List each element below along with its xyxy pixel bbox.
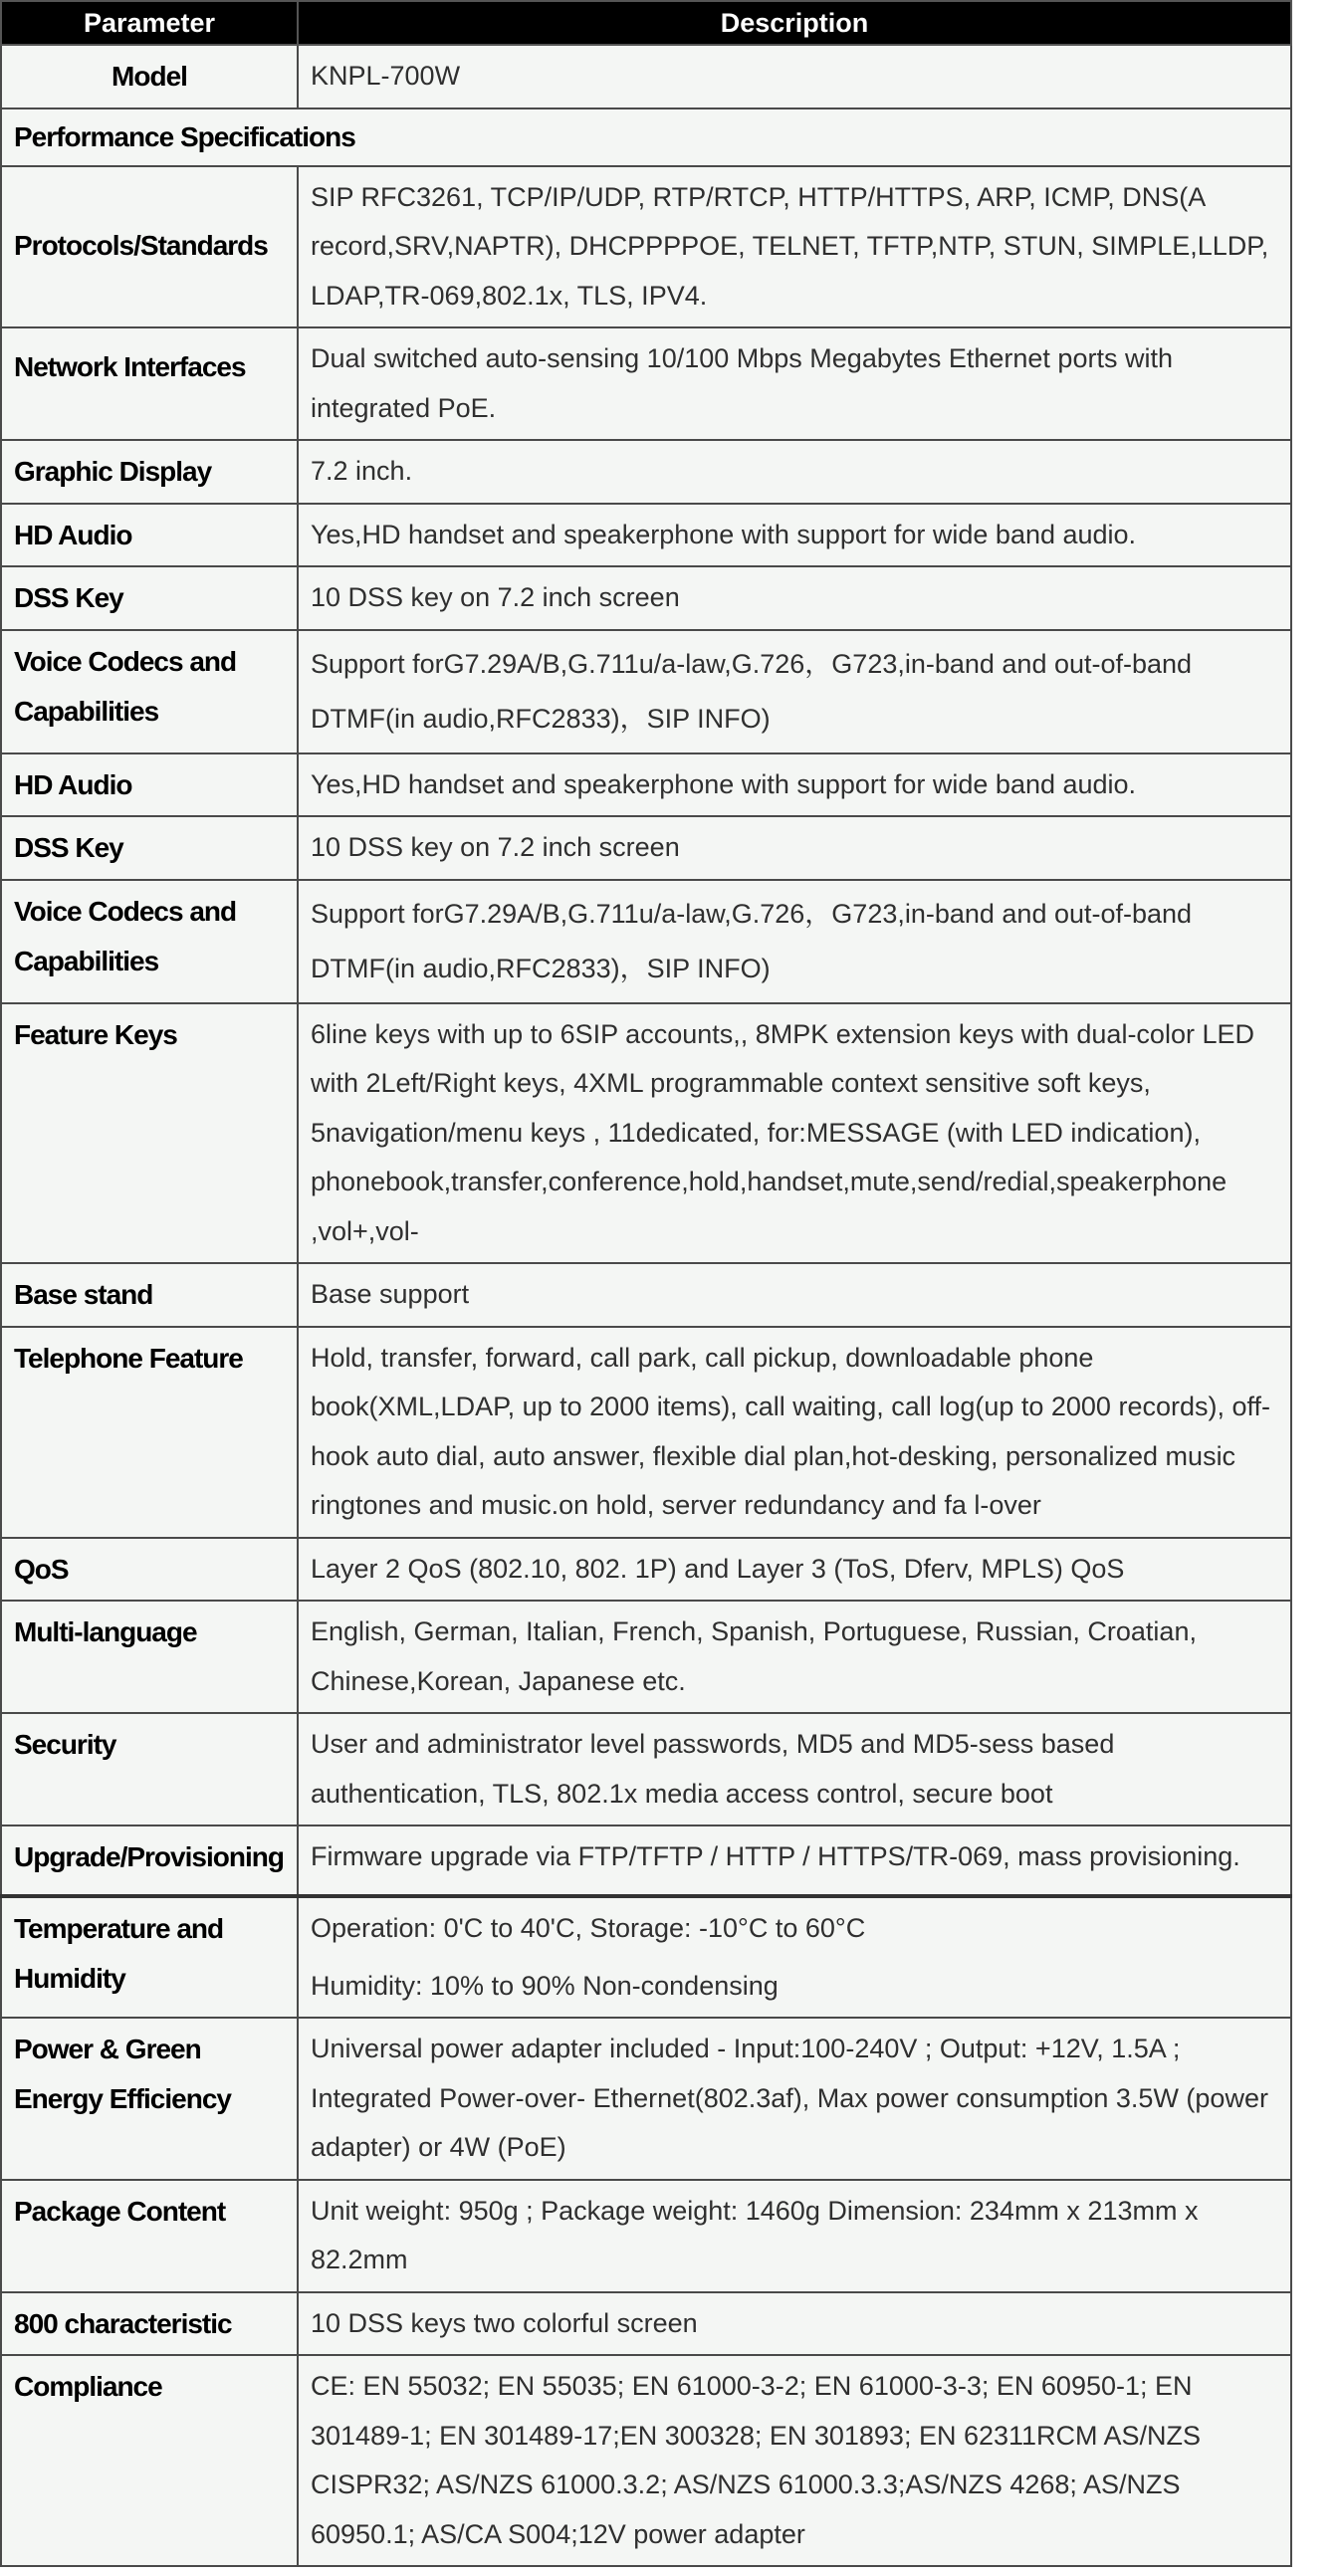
param-value: 7.2 inch.	[298, 440, 1291, 504]
param-label: Power & Green Energy Efficiency	[1, 2018, 298, 2180]
temperature-line: Operation: 0'C to 40'C, Storage: -10°C to 60°C	[311, 1913, 866, 1943]
param-label: Security	[1, 1713, 298, 1825]
param-value: 6line keys with up to 6SIP accounts,, 8MPK extension keys with dual-color LED with 2Left/Right keys, 4XML programmable context sensitive soft keys, 5navigation/menu keys , 11dedicated, for:MESSAGE (with LED indication), phonebook,transfer,conference,hold,handset,mute,send/redial,speakerphone ,vol+,vol-	[298, 1003, 1291, 1264]
param-label: Feature Keys	[1, 1003, 298, 1264]
header-row	[1, 1, 1291, 45]
table-row	[1, 630, 1291, 753]
table-row	[1, 880, 1291, 1003]
table-row	[1, 1263, 1291, 1327]
param-value: CE: EN 55032; EN 55035; EN 61000-3-2; EN 61000-3-3; EN 60950-1; EN 301489-1; EN 301489-17;EN 300328; EN 301893; EN 62311RCM AS/NZS CISPR32; AS/NZS 61000.3.2; AS/NZS 61000.3.3;AS/NZS 4268; AS/NZS 60950.1; AS/CA S004;12V power adapter	[298, 2355, 1291, 2566]
param-value: Layer 2 QoS (802.10, 802. 1P) and Layer 3 (ToS, Dferv, MPLS) QoS	[298, 1538, 1291, 1602]
param-label: HD Audio	[1, 753, 298, 817]
param-label: Voice Codecs and Capabilities	[1, 630, 298, 753]
table-row	[1, 2018, 1291, 2180]
table-row	[1, 166, 1291, 328]
param-value: Hold, transfer, forward, call park, call pickup, downloadable phone book(XML,LDAP, up to 2000 items), call waiting, call log(up to 2000 records), off-hook auto dial, auto answer, flexible dial plan,hot-desking, personalized music ringtones and music.on hold, server redundancy and fa l-over	[298, 1327, 1291, 1538]
param-value: English, German, Italian, French, Spanish, Portuguese, Russian, Croatian, Chinese,Korean, Japanese etc.	[298, 1601, 1291, 1713]
param-label: DSS Key	[1, 566, 298, 630]
table-row	[1, 816, 1291, 880]
table-row	[1, 1327, 1291, 1538]
param-label: Protocols/Standards	[1, 166, 298, 328]
param-label: DSS Key	[1, 816, 298, 880]
param-value: Base support	[298, 1263, 1291, 1327]
param-label: 800 characteristic	[1, 2292, 298, 2356]
table-row	[1, 1825, 1291, 1896]
table-row	[1, 1003, 1291, 1264]
table-row	[1, 2355, 1291, 2566]
param-label: Voice Codecs and Capabilities	[1, 880, 298, 1003]
param-label: QoS	[1, 1538, 298, 1602]
table-row	[1, 566, 1291, 630]
param-label: Model	[1, 45, 298, 108]
param-value: SIP RFC3261, TCP/IP/UDP, RTP/RTCP, HTTP/HTTPS, ARP, ICMP, DNS(A record,SRV,NAPTR), DHCPPPPOE, TELNET, TFTP,NTP, STUN, SIMPLE,LLDP, LDAP,TR-069,802.1x, TLS, IPV4.	[298, 166, 1291, 328]
param-label: Upgrade/Provisioning	[1, 1825, 298, 1896]
param-value: Dual switched auto-sensing 10/100 Mbps Megabytes Ethernet ports with integrated PoE.	[298, 327, 1291, 440]
table-row	[1, 504, 1291, 567]
param-value: Support forG7.29A/B,G.711u/a-law,G.726，G723,in-band and out-of-band DTMF(in audio,RFC2833)，SIP INFO)	[298, 880, 1291, 1003]
param-label: Compliance	[1, 2355, 298, 2566]
table-row	[1, 440, 1291, 504]
param-value: Yes,HD handset and speakerphone with support for wide band audio.	[298, 753, 1291, 817]
table-row	[1, 1601, 1291, 1713]
table-row	[1, 327, 1291, 440]
parameter-header: Parameter	[1, 1, 298, 45]
param-label: Package Content	[1, 2180, 298, 2292]
param-value: Universal power adapter included - Input:100-240V ; Output: +12V, 1.5A ; Integrated Power-over- Ethernet(802.3af), Max power consumption 3.5W (power adapter) or 4W (PoE)	[298, 2018, 1291, 2180]
param-value: User and administrator level passwords, MD5 and MD5-sess based authentication, TLS, 802.1x media access control, secure boot	[298, 1713, 1291, 1825]
param-value: 10 DSS key on 7.2 inch screen	[298, 566, 1291, 630]
table-row	[1, 753, 1291, 817]
param-label: Telephone Feature	[1, 1327, 298, 1538]
table-row	[1, 2292, 1291, 2356]
param-label: HD Audio	[1, 504, 298, 567]
param-label: Temperature and Humidity	[1, 1896, 298, 2018]
description-header: Description	[298, 1, 1291, 45]
param-label: Base stand	[1, 1263, 298, 1327]
table-row	[1, 1896, 1291, 2018]
table-row	[1, 45, 1291, 108]
table-row	[1, 2180, 1291, 2292]
table-row	[1, 1538, 1291, 1602]
section-title: Performance Specifications	[1, 108, 1291, 166]
param-value: Yes,HD handset and speakerphone with support for wide band audio.	[298, 504, 1291, 567]
param-value: Unit weight: 950g ; Package weight: 1460g Dimension: 234mm x 213mm x 82.2mm	[298, 2180, 1291, 2292]
section-row	[1, 108, 1291, 166]
param-label: Multi-language	[1, 1601, 298, 1713]
param-label: Graphic Display	[1, 440, 298, 504]
param-value: KNPL-700W	[298, 45, 1291, 108]
param-label: Network Interfaces	[1, 327, 298, 440]
humidity-line: Humidity: 10% to 90% Non-condensing	[311, 1970, 779, 2001]
param-value: Firmware upgrade via FTP/TFTP / HTTP / HTTPS/TR-069, mass provisioning.	[298, 1825, 1291, 1896]
param-value: Support forG7.29A/B,G.711u/a-law,G.726，G723,in-band and out-of-band DTMF(in audio,RFC2833)，SIP INFO)	[298, 630, 1291, 753]
table-row	[1, 1713, 1291, 1825]
param-value: 10 DSS keys two colorful screen	[298, 2292, 1291, 2356]
param-value	[298, 1896, 1291, 2018]
param-value: 10 DSS key on 7.2 inch screen	[298, 816, 1291, 880]
